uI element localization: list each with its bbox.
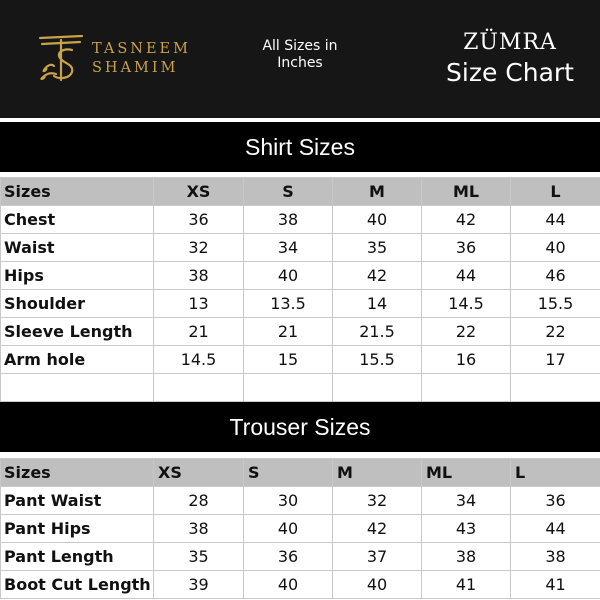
size-value: 13.5: [244, 290, 333, 318]
size-value: 15: [244, 346, 333, 374]
zumra-logo: ZÜMRA: [463, 30, 557, 55]
size-value: 32: [333, 487, 422, 515]
row-label: Arm hole: [1, 346, 154, 374]
table-row: [1, 346, 600, 374]
row-label: Sleeve Length: [1, 318, 154, 346]
header-cell-size: ML: [422, 459, 511, 487]
size-value: [511, 374, 600, 402]
row-label: Pant Length: [1, 543, 154, 571]
size-value: [154, 374, 244, 402]
row-label: Shoulder: [1, 290, 154, 318]
brand-line-1: TASNEEM: [92, 41, 191, 57]
header-cell-size: M: [333, 459, 422, 487]
size-value: 40: [244, 515, 333, 543]
size-value: 14: [333, 290, 422, 318]
size-value: 32: [154, 234, 244, 262]
row-label: Hips: [1, 262, 154, 290]
row-label: Pant Waist: [1, 487, 154, 515]
size-value: 34: [422, 487, 511, 515]
size-value: 40: [511, 234, 600, 262]
header-cell-size: S: [244, 459, 333, 487]
size-value: 14.5: [154, 346, 244, 374]
size-value: 38: [511, 543, 600, 571]
size-value: 42: [422, 206, 511, 234]
header-cell-size: XS: [154, 459, 244, 487]
table-row: [1, 515, 600, 543]
size-value: 22: [422, 318, 511, 346]
header-cell-size: M: [333, 178, 422, 206]
table-header-row: [1, 178, 600, 206]
size-value: 39: [154, 571, 244, 599]
size-value: 42: [333, 515, 422, 543]
header-cell-size: XS: [154, 178, 244, 206]
size-value: 44: [511, 206, 600, 234]
table-row: [1, 262, 600, 290]
size-value: 17: [511, 346, 600, 374]
size-value: 40: [333, 571, 422, 599]
table-row: [1, 487, 600, 515]
size-value: 15.5: [511, 290, 600, 318]
size-value: 36: [422, 234, 511, 262]
table-row: [1, 571, 600, 599]
size-value: 21: [244, 318, 333, 346]
size-value: 16: [422, 346, 511, 374]
size-value: [333, 374, 422, 402]
size-value: 35: [154, 543, 244, 571]
size-value: 30: [244, 487, 333, 515]
table-row: [1, 290, 600, 318]
row-label: Chest: [1, 206, 154, 234]
size-value: 14.5: [422, 290, 511, 318]
size-value: 37: [333, 543, 422, 571]
table-row: [1, 374, 600, 402]
size-value: 28: [154, 487, 244, 515]
trouser-size-table: [0, 458, 600, 599]
header-cell-size: ML: [422, 178, 511, 206]
sizes-note: All Sizes in Inches: [262, 38, 338, 71]
size-value: 35: [333, 234, 422, 262]
size-value: [422, 374, 511, 402]
brand-logo-icon: [34, 30, 88, 86]
size-value: 36: [154, 206, 244, 234]
size-value: 38: [422, 543, 511, 571]
size-value: 38: [244, 206, 333, 234]
size-value: 38: [154, 262, 244, 290]
shirt-size-table: [0, 177, 600, 402]
header-cell-size: L: [511, 178, 600, 206]
size-value: 40: [333, 206, 422, 234]
size-value: 34: [244, 234, 333, 262]
size-value: 13: [154, 290, 244, 318]
size-value: 36: [511, 487, 600, 515]
header-cell-size: S: [244, 178, 333, 206]
size-value: 40: [244, 262, 333, 290]
size-value: 22: [511, 318, 600, 346]
brand-line-2: SHAMIM: [92, 60, 179, 76]
size-value: 21: [154, 318, 244, 346]
size-value: 41: [422, 571, 511, 599]
header: [0, 0, 600, 118]
trouser-sizes-title: Trouser Sizes: [0, 402, 600, 452]
size-value: 44: [511, 515, 600, 543]
brand-name: [92, 40, 191, 78]
size-value: 41: [511, 571, 600, 599]
size-value: 43: [422, 515, 511, 543]
row-label: Pant Hips: [1, 515, 154, 543]
size-value: 38: [154, 515, 244, 543]
table-row: [1, 543, 600, 571]
table-row: [1, 206, 600, 234]
size-value: 42: [333, 262, 422, 290]
header-cell-size: L: [511, 459, 600, 487]
row-label: [1, 374, 154, 402]
table-row: [1, 318, 600, 346]
row-label: Waist: [1, 234, 154, 262]
row-label: Boot Cut Length: [1, 571, 154, 599]
size-value: 21.5: [333, 318, 422, 346]
size-value: 46: [511, 262, 600, 290]
header-cell-sizes: Sizes: [1, 178, 154, 206]
size-value: [244, 374, 333, 402]
size-value: 15.5: [333, 346, 422, 374]
size-value: 44: [422, 262, 511, 290]
page-title: Size Chart: [446, 58, 574, 87]
size-value: 36: [244, 543, 333, 571]
size-value: 40: [244, 571, 333, 599]
table-header-row: [1, 459, 600, 487]
shirt-sizes-title: Shirt Sizes: [0, 122, 600, 172]
table-row: [1, 234, 600, 262]
header-cell-sizes: Sizes: [1, 459, 154, 487]
